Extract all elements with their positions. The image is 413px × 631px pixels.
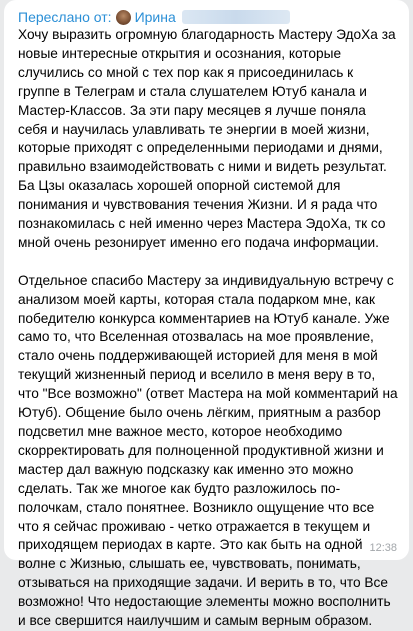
user-avatar-icon[interactable] <box>116 10 131 25</box>
forward-label: Переслано от: <box>18 9 112 25</box>
forward-header[interactable] <box>18 8 290 26</box>
message-bubble[interactable] <box>4 0 409 629</box>
redacted-name <box>182 10 290 24</box>
message-paragraph: Отдельное спасибо Мастеру за индивидуальную встречу с анализом моей карты, которая стала подарком мне, как победителю конкурса комментариев на Ютуб канале. Уже само то, что Вселенная отозвалась на мое проявление, стало очень поддерживающей историей для меня в мой текущий жизненный период и вселило в меня веру в то, что "Все возможно" (ответ Мастера на мой комментарий на Ютуб). Общение было очень лёгким, приятным а разбор подсветил мне важное место, которое необходимо скорректировать для полноценной продуктивной жизни и мастер дал важную подсказку как именно это можно сделать. Так же многое как будто разложилось по-полочкам, стало понятнее. Возникло ощущение что все что я сейчас проживаю - четко отражается в текущем и приходящем периодах в карте. Это как быть на одной волне с Жизнью, слышать ее, чувствовать, понимать, отзываться на приходящие задачи. И верить в то, что Все возможно! Что недостающие элементы можно восполнить и все свершится наилучшим и самым верным образом. <box>18 272 398 629</box>
forward-sender-name[interactable]: Ирина <box>134 9 176 25</box>
message-text <box>18 26 398 631</box>
message-paragraph: Хочу выразить огромную благодарность Мастеру ЭдоХа за новые интересные открытия и осознания, которые случились со мной с тех пор как я присоединилась к группе в Телеграм и стала слушателем Ютуб канала и Мастер-Классов. За эти пару месяцев я лучше поняла себя и научилась улавливать те энергии в моей жизни, которые приходят с определенными периодами и днями, правильно взаимодействовать с ними и видеть результат. Ба Цзы оказалась хорошей опорной системой для понимания и чувствования течения Жизни. И я рада что познакомилась с ней именно через Мастера ЭдоХа, тк со мной очень резонирует именно его подача информации. <box>18 27 396 250</box>
message-timestamp: 12:38 <box>369 542 397 554</box>
